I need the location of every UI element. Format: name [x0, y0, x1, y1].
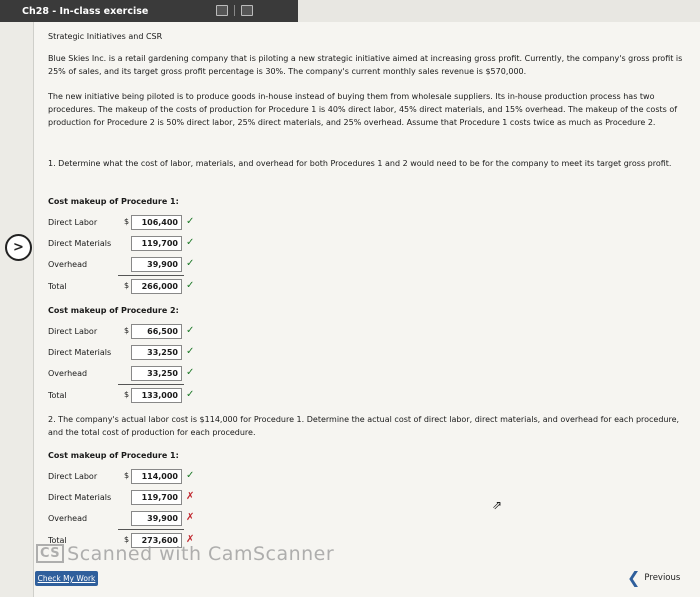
q2p1-input-materials[interactable]: 119,700 — [131, 490, 182, 505]
section-title: Strategic Initiatives and CSR — [48, 32, 163, 41]
camscanner-logo: CS — [36, 544, 64, 563]
q2p1-input-labor[interactable]: 114,000 — [131, 469, 182, 484]
correct-check-icon: ✓ — [186, 389, 195, 400]
q2p1-input-total[interactable]: 273,600 — [131, 533, 182, 548]
toolbar-icons — [216, 5, 253, 16]
q1p1-input-materials[interactable]: 119,700 — [131, 236, 182, 251]
previous-label: Previous — [644, 572, 681, 583]
q1p2-input-materials[interactable]: 33,250 — [131, 345, 182, 360]
q2p1-label-total: Total — [48, 536, 67, 545]
q1-proc1-heading: Cost makeup of Procedure 1: — [48, 197, 179, 206]
q1p2-input-total[interactable]: 133,000 — [131, 388, 182, 403]
app-title: Ch28 - In-class exercise — [22, 5, 149, 17]
q1p2-label-total: Total — [48, 391, 67, 400]
watermark-text: Scanned with CamScanner — [67, 543, 335, 565]
total-rule — [118, 384, 184, 385]
bookmark-icon[interactable] — [216, 5, 228, 16]
q1p2-dollar-labor: $ — [124, 326, 130, 335]
incorrect-x-icon: ✗ — [186, 491, 195, 502]
q1p2-dollar-total: $ — [124, 390, 130, 399]
titlebar-blank-area — [298, 0, 700, 22]
q2p1-label-materials: Direct Materials — [48, 493, 112, 502]
q1p2-label-overhead: Overhead — [48, 369, 88, 378]
correct-check-icon: ✓ — [186, 258, 195, 269]
correct-check-icon: ✓ — [186, 367, 195, 378]
q2p1-label-labor: Direct Labor — [48, 472, 98, 481]
q1p1-label-total: Total — [48, 282, 67, 291]
q1p1-input-overhead[interactable]: 39,900 — [131, 257, 182, 272]
q2p1-label-overhead: Overhead — [48, 514, 88, 523]
check-my-work-button[interactable]: Check My Work — [35, 571, 98, 586]
q1p1-label-overhead: Overhead — [48, 260, 88, 269]
q1p1-input-labor[interactable]: 106,400 — [131, 215, 182, 230]
total-rule — [118, 529, 184, 530]
q1p1-label-labor: Direct Labor — [48, 218, 98, 227]
chevron-right-icon[interactable]: > — [5, 234, 32, 261]
q1-proc2-heading: Cost makeup of Procedure 2: — [48, 306, 179, 315]
intro-paragraph: Blue Skies Inc. is a retail gardening company that is piloting a new strategic initiative aimed at increasing gross profit. Currently, the company's gross profit is 25% of sales, and its target gross profit percentage is 30%. The company's current monthly sales revenue is $570,000. — [48, 54, 683, 76]
print-icon[interactable] — [241, 5, 253, 16]
toolbar-divider — [234, 5, 235, 16]
q2p1-dollar-total: $ — [124, 535, 130, 544]
question-panel — [33, 22, 700, 597]
q2-proc1-heading: Cost makeup of Procedure 1: — [48, 451, 179, 460]
initiative-paragraph: The new initiative being piloted is to produce goods in-house instead of buying them from wholesale suppliers. Its in-house production process has two procedures. The makeup of the costs of production for Procedure 1 is 40% direct labor, 45% direct materials, and 15% overhead. The makeup of the costs of production for Procedure 2 is 50% direct labor, 25% direct materials, and 25% overhead. Assume that Procedure 1 costs twice as much as Procedure 2. — [48, 92, 678, 127]
q1p1-label-materials: Direct Materials — [48, 239, 112, 248]
question-2: 2. The company's actual labor cost is $114,000 for Procedure 1. Determine the actual cost of direct labor, direct materials, and overhead for each procedure, and the total cost of production for each procedure. — [48, 415, 680, 437]
previous-button[interactable] — [627, 568, 680, 587]
correct-check-icon: ✓ — [186, 280, 195, 291]
correct-check-icon: ✓ — [186, 325, 195, 336]
q1p1-dollar-total: $ — [124, 281, 130, 290]
question-1: 1. Determine what the cost of labor, materials, and overhead for both Procedures 1 and 2 would need to be for the company to meet its target gross profit. — [48, 159, 672, 168]
q1p1-input-total[interactable]: 266,000 — [131, 279, 182, 294]
q1p2-input-labor[interactable]: 66,500 — [131, 324, 182, 339]
correct-check-icon: ✓ — [186, 470, 195, 481]
correct-check-icon: ✓ — [186, 216, 195, 227]
q1p2-label-labor: Direct Labor — [48, 327, 98, 336]
mouse-cursor-icon: ⇗ — [492, 498, 503, 512]
q1p1-dollar-labor: $ — [124, 217, 130, 226]
chevron-left-icon: ❮ — [627, 568, 641, 587]
q1p2-input-overhead[interactable]: 33,250 — [131, 366, 182, 381]
incorrect-x-icon: ✗ — [186, 512, 195, 523]
total-rule — [118, 275, 184, 276]
q2p1-input-overhead[interactable]: 39,900 — [131, 511, 182, 526]
camscanner-watermark — [36, 543, 334, 565]
q1p2-label-materials: Direct Materials — [48, 348, 112, 357]
incorrect-x-icon: ✗ — [186, 534, 195, 545]
correct-check-icon: ✓ — [186, 346, 195, 357]
correct-check-icon: ✓ — [186, 237, 195, 248]
q2p1-dollar-labor: $ — [124, 471, 130, 480]
